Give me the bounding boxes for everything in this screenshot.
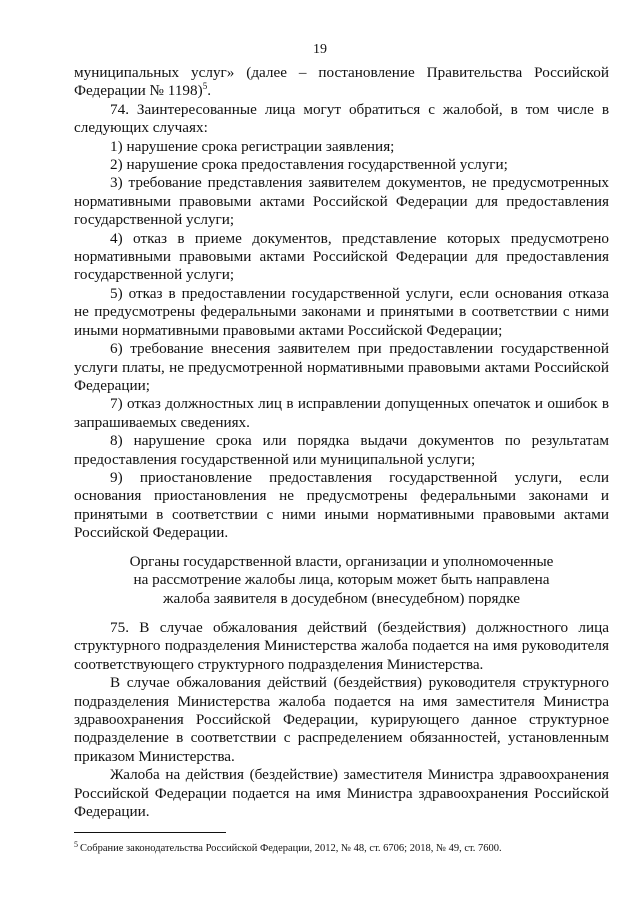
- list-item-7: 7) отказ должностных лиц в исправлении допущенных опечаток и ошибок в запрашиваемых сведениях.: [74, 395, 609, 431]
- footnote-text: Собрание законодательства Российской Федерации, 2012, № 48, ст. 6706; 2018, № 49, ст. 7600.: [80, 843, 502, 854]
- body-text-top: [74, 64, 609, 543]
- page-number: 19: [313, 42, 327, 57]
- list-item-9: 9) приостановление предоставления государственной услуги, если основания приостановления не предусмотрены федеральными законами и принятыми в соответствии с ними иными нормативными правовыми актами Российской Федерации.: [74, 468, 609, 542]
- footnote-reference: 5: [202, 81, 208, 92]
- footnote-divider: [74, 832, 226, 833]
- footnote-number: 5: [74, 839, 78, 849]
- section-heading: [74, 553, 609, 608]
- list-item-8: 8) нарушение срока или порядка выдачи документов по результатам предоставления государственной или муниципальной услуги;: [74, 432, 609, 468]
- list-item-5: 5) отказ в предоставлении государственной услуги, если основания отказа не предусмотрены федеральными законами и принятыми в соответствии с ними иными нормативными правовыми актами Российской Федерации;: [74, 284, 609, 339]
- heading-line-1: Органы государственной власти, организации и уполномоченные: [129, 553, 554, 570]
- list-item-6: 6) требование внесения заявителем при предоставлении государственной услуги платы, не предусмотренной нормативными правовыми актами Российской Федерации;: [74, 340, 609, 394]
- list-item-4: 4) отказ в приеме документов, представление которых предусмотрено нормативными правовыми актами Российской Федерации для предоставления государственной услуги;: [74, 229, 609, 284]
- body-text-bottom: [74, 619, 609, 821]
- footnote: [74, 839, 609, 855]
- list-item-1: 1) нарушение срока регистрации заявления;: [110, 137, 395, 155]
- paragraph-75-third: Жалоба на действия (бездействие) заместителя Министра здравоохранения Российской Федерации подается на имя Министра здравоохранения Российской Федерации.: [74, 766, 609, 821]
- list-item-2: 2) нарушение срока предоставления государственной услуги;: [110, 156, 508, 174]
- paragraph-continuation: [74, 64, 609, 101]
- paragraph-text: муниципальных услуг» (далее – постановление Правительства Российской Федерации № 1198): [74, 64, 609, 100]
- paragraph-75-second: В случае обжалования действий (бездействия) руководителя структурного подразделения Министерства жалоба подается на имя заместителя Министра здравоохранения Российской Федерации, курирующего данное структурное подразделение в соответствии с распределением обязанностей, установленным приказом Министерства.: [74, 674, 609, 765]
- heading-line-2: на рассмотрение жалобы лица, которым может быть направлена: [133, 571, 550, 589]
- heading-line-3: жалоба заявителя в досудебном (внесудебном) порядке: [163, 589, 520, 607]
- paragraph-74: 74. Заинтересованные лица могут обратиться с жалобой, в том числе в следующих случаях:: [74, 100, 609, 137]
- paragraph-75: 75. В случае обжалования действий (бездействия) должностного лица структурного подразделения Министерства жалоба подается на имя руководителя соответствующего структурного подразделения Министерства.: [74, 619, 609, 673]
- paragraph-tail: .: [207, 82, 211, 100]
- list-item-3: 3) требование представления заявителем документов, не предусмотренных нормативными правовыми актами Российской Федерации для предоставления государственной услуги;: [74, 174, 609, 229]
